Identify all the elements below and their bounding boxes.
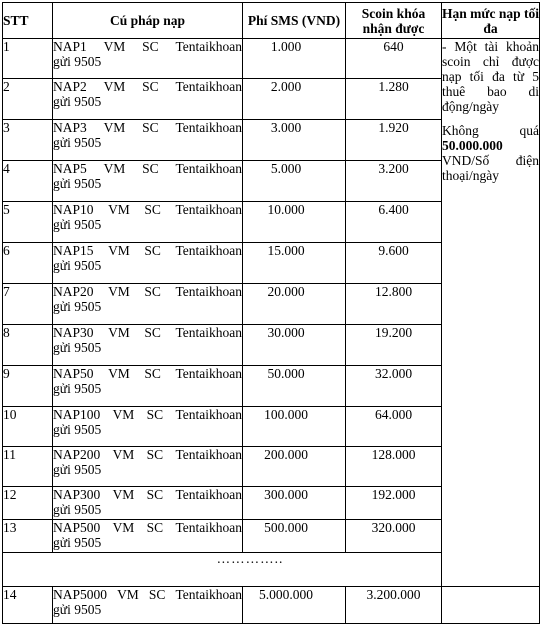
sms-fee-value: 100.000 [264,407,308,422]
sms-syntax-tail: Tentaikhoan [175,325,242,340]
header-fee: Phí SMS (VND) [243,3,346,39]
sms-syntax-line2: gửi 9505 [53,422,102,437]
sms-fee [243,325,346,366]
sms-fee-value: 300.000 [264,487,308,502]
sms-syntax-last: SC [144,325,161,340]
scoin-received: 32.000 [346,366,442,407]
limit-cell [442,39,540,587]
header-limit: Hạn mức nạp tối đa [442,3,540,39]
sms-syntax-tail: Tentaikhoan [175,587,242,602]
sms-fee [243,587,346,624]
sms-syntax-mid: VM [108,325,130,340]
row-number: 3 [3,120,53,161]
sms-syntax-line2: gửi 9505 [53,299,102,314]
scoin-received: 640 [346,39,442,79]
sms-syntax-mid: VM [117,587,139,602]
sms-syntax-last: SC [144,243,161,258]
sms-syntax-line2: gửi 9505 [53,217,102,232]
sms-syntax-line1 [53,202,242,217]
sms-syntax-code: NAP5 [53,161,87,176]
limit-note: - Một tài khoản scoin chỉ được nạp tối đa từ 5 thuê bao di động/ngày [442,39,539,114]
sms-syntax-line1 [53,39,242,54]
sms-fee-value: 5.000.000 [259,587,313,602]
sms-syntax [53,202,243,243]
sms-syntax-code: NAP10 [53,202,94,217]
sms-fee-value: 20.000 [267,284,305,299]
sms-syntax-last: SC [146,407,164,422]
scoin-received: 12.800 [346,284,442,325]
sms-syntax [53,407,243,447]
sms-fee [243,520,346,553]
limit-cap-amount: 50.000.000 [442,138,503,153]
sms-syntax-code: NAP3 [53,120,87,135]
row-number: 14 [3,587,53,624]
sms-syntax-mid: VM [103,79,126,94]
sms-syntax [53,447,243,487]
sms-syntax-line2: gửi 9505 [53,381,102,396]
sms-syntax-line1 [53,366,242,381]
sms-syntax-code: NAP50 [53,366,94,381]
sms-syntax [53,487,243,520]
sms-syntax-line2: gửi 9505 [53,176,102,191]
sms-syntax-code: NAP500 [53,520,101,535]
sms-syntax [53,587,243,624]
sms-syntax [53,161,243,202]
sms-syntax-last: SC [144,284,161,299]
sms-syntax-last: SC [142,161,159,176]
sms-syntax-code: NAP300 [53,487,101,502]
sms-syntax-mid: VM [103,161,126,176]
scoin-received: 192.000 [346,487,442,520]
table-body [3,39,540,624]
sms-syntax-line2: gửi 9505 [53,94,102,109]
sms-syntax-tail: Tentaikhoan [175,520,242,535]
header-stt: STT [3,3,53,39]
scoin-received: 3.200 [346,161,442,202]
sms-syntax-last: SC [144,202,161,217]
sms-fee-value: 500.000 [264,520,308,535]
sms-syntax-line2: gửi 9505 [53,535,102,550]
sms-fee [243,487,346,520]
ellipsis-text: ………….. [216,551,284,566]
row-number: 11 [3,447,53,487]
scoin-received: 19.200 [346,325,442,366]
row-number: 5 [3,202,53,243]
sms-syntax-last: SC [146,520,164,535]
sms-syntax-tail: Tentaikhoan [175,407,242,422]
sms-syntax-last: SC [142,79,159,94]
sms-syntax-line2: gửi 9505 [53,602,102,617]
sms-syntax-line2: gửi 9505 [53,462,102,477]
scoin-received: 128.000 [346,447,442,487]
sms-fee [243,407,346,447]
row-number: 4 [3,161,53,202]
sms-syntax-last: SC [148,587,166,602]
sms-syntax-tail: Tentaikhoan [175,487,242,502]
sms-syntax-mid: VM [108,366,130,381]
sms-syntax-last: SC [142,120,159,135]
scoin-received: 1.920 [346,120,442,161]
sms-syntax-line1 [53,243,242,258]
sms-syntax-tail: Tentaikhoan [175,447,242,462]
sms-syntax-mid: VM [103,120,126,135]
sms-fee-value: 15.000 [267,243,305,258]
scoin-received: 6.400 [346,202,442,243]
sms-syntax [53,520,243,553]
sms-fee [243,447,346,487]
sms-syntax [53,325,243,366]
sms-syntax-tail: Tentaikhoan [175,161,242,176]
sms-syntax-line1 [53,407,242,422]
sms-fee [243,79,346,120]
sms-syntax-mid: VM [108,243,130,258]
limit-cap [442,123,539,183]
row-number: 9 [3,366,53,407]
sms-syntax-line1 [53,79,242,94]
sms-fee-value: 2.000 [270,79,302,94]
sms-syntax-code: NAP15 [53,243,94,258]
row-number: 6 [3,243,53,284]
sms-fee [243,161,346,202]
sms-fee [243,284,346,325]
sms-syntax-tail: Tentaikhoan [175,120,242,135]
sms-syntax-line1 [53,487,242,502]
sms-syntax-mid: VM [112,407,135,422]
sms-syntax [53,366,243,407]
sms-syntax [53,284,243,325]
row-number: 7 [3,284,53,325]
sms-syntax-mid: VM [108,284,130,299]
sms-fee-value: 3.000 [270,120,302,135]
sms-syntax-mid: VM [112,447,135,462]
sms-syntax-line2: gửi 9505 [53,54,102,69]
sms-syntax-line1 [53,161,242,176]
row-number: 2 [3,79,53,120]
sms-syntax-last: SC [146,487,164,502]
sms-syntax-code: NAP1 [53,39,87,54]
row-number: 13 [3,520,53,553]
sms-syntax-mid: VM [103,39,126,54]
sms-syntax-line1 [53,325,242,340]
sms-syntax-code: NAP5000 [53,587,108,602]
limit-cap-prefix: Không quá [442,123,539,138]
sms-syntax-last: SC [144,366,161,381]
sms-syntax-tail: Tentaikhoan [175,366,242,381]
sms-syntax-line2: gửi 9505 [53,135,102,150]
sms-syntax-line1 [53,587,242,602]
limit-cap-suffix: VND/Số điện thoại/ngày [442,153,539,183]
scoin-received: 64.000 [346,407,442,447]
sms-syntax-tail: Tentaikhoan [175,202,242,217]
sms-syntax-code: NAP30 [53,325,94,340]
table-row [3,587,540,624]
sms-syntax-last: SC [146,447,164,462]
sms-syntax-code: NAP20 [53,284,94,299]
sms-fee-value: 200.000 [264,447,308,462]
table-row [3,39,540,79]
sms-syntax-code: NAP200 [53,447,101,462]
sms-syntax-mid: VM [112,487,135,502]
sms-syntax [53,79,243,120]
ellipsis-cell [3,553,442,587]
sms-fee-value: 50.000 [267,366,305,381]
header-syntax: Cú pháp nạp [53,3,243,39]
sms-fee-value: 10.000 [267,202,305,217]
sms-syntax-mid: VM [112,520,135,535]
scoin-received: 320.000 [346,520,442,553]
row-number: 1 [3,39,53,79]
sms-syntax [53,39,243,79]
scoin-received: 9.600 [346,243,442,284]
sms-syntax-code: NAP2 [53,79,87,94]
sms-fee-value: 5.000 [270,161,302,176]
sms-syntax-last: SC [142,39,159,54]
sms-fee [243,39,346,79]
scoin-received: 1.280 [346,79,442,120]
sms-fee [243,202,346,243]
sms-syntax-line1 [53,284,242,299]
sms-syntax-line1 [53,447,242,462]
sms-syntax-tail: Tentaikhoan [175,284,242,299]
sms-syntax-tail: Tentaikhoan [175,243,242,258]
sms-syntax-line2: gửi 9505 [53,340,102,355]
header-scoin: Scoin khóa nhận được [346,3,442,39]
sms-fee [243,243,346,284]
limit-cell-bottom [442,587,540,624]
sms-syntax-line2: gửi 9505 [53,258,102,273]
sms-syntax [53,243,243,284]
sms-fee [243,120,346,161]
sms-syntax-line1 [53,520,242,535]
scoin-received: 3.200.000 [346,587,442,624]
row-number: 8 [3,325,53,366]
sms-fee-value: 30.000 [267,325,305,340]
sms-syntax-mid: VM [108,202,130,217]
sms-syntax-tail: Tentaikhoan [175,39,242,54]
sms-topup-table [2,2,540,624]
row-number: 10 [3,407,53,447]
row-number: 12 [3,487,53,520]
sms-syntax-code: NAP100 [53,407,101,422]
sms-syntax [53,120,243,161]
sms-syntax-line2: gửi 9505 [53,502,102,517]
sms-syntax-line1 [53,120,242,135]
sms-fee-value: 1.000 [270,39,302,54]
sms-syntax-tail: Tentaikhoan [175,79,242,94]
sms-fee [243,366,346,407]
